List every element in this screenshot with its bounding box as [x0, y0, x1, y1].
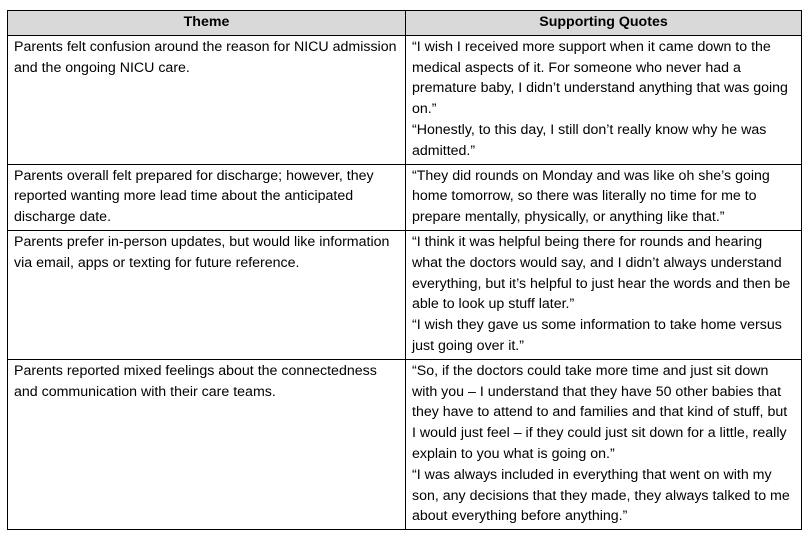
theme-header: Theme	[8, 11, 406, 36]
themes-table	[7, 10, 802, 530]
quotes-cell	[406, 230, 802, 359]
quote-text: “Honestly, to this day, I still don’t really know why he was admitted.”	[412, 121, 767, 159]
theme-cell: Parents reported mixed feelings about the connectedness and communication with their care teams.	[8, 359, 406, 529]
quote-text: “They did rounds on Monday and was like oh she’s going home tomorrow, so there was literally no time for me to prepare mentally, physically, or anything like that.”	[412, 167, 770, 226]
theme-cell: Parents prefer in-person updates, but would like information via email, apps or texting for future reference.	[8, 230, 406, 359]
quotes-cell	[406, 359, 802, 529]
quote-text: “I wish I received more support when it came down to the medical aspects of it. For someone who never had a premature baby, I didn’t understand anything that was going on.”	[412, 38, 788, 118]
header-row	[8, 11, 802, 36]
table-row	[8, 230, 802, 359]
quotes-cell	[406, 164, 802, 230]
table-row	[8, 164, 802, 230]
theme-cell: Parents overall felt prepared for discharge; however, they reported wanting more lead time about the anticipated discharge date.	[8, 164, 406, 230]
theme-cell: Parents felt confusion around the reason for NICU admission and the ongoing NICU care.	[8, 35, 406, 164]
quote-text: “I think it was helpful being there for rounds and hearing what the doctors would say, and I didn’t always understand everything, but it’s helpful to just hear the words and then be able to look up stuff later.”	[412, 233, 791, 313]
quotes-cell	[406, 35, 802, 164]
quote-text: “So, if the doctors could take more time and just sit down with you – I understand that they have 50 other babies that they have to attend to and families and that kind of stuff, but I would just feel – if they could just sit down for a little, really explain to you what is going on.”	[412, 362, 788, 462]
table-row	[8, 35, 802, 164]
supporting-quotes-header: Supporting Quotes	[406, 11, 802, 36]
quote-text: “I was always included in everything that went on with my son, any decisions that they made, they always talked to me about everything before anything.”	[412, 466, 790, 525]
table-row	[8, 359, 802, 529]
quote-text: “I wish they gave us some information to take home versus just going over it.”	[412, 317, 782, 354]
